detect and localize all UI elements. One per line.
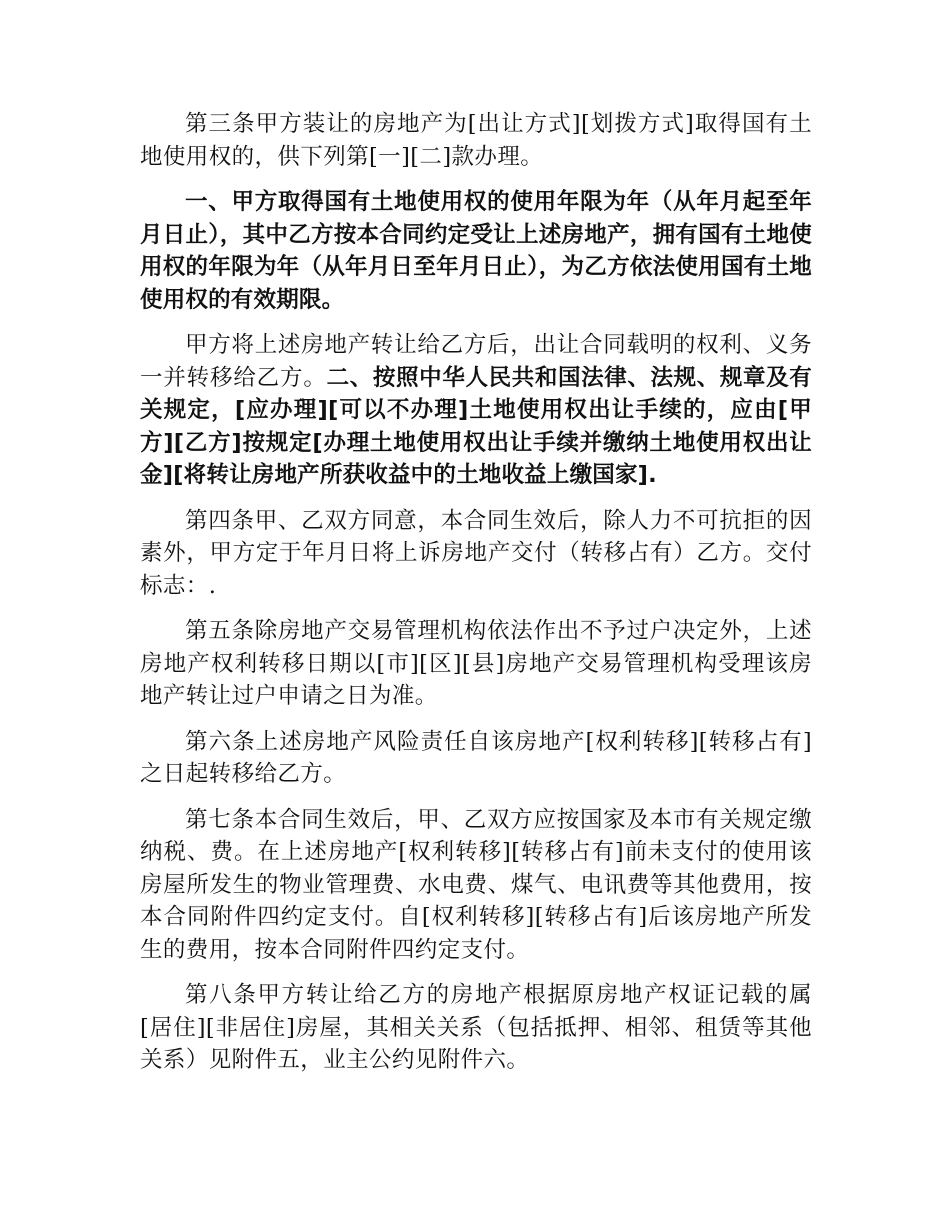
article-4-paragraph: 第四条甲、乙双方同意，本合同生效后，除人力不可抗拒的因素外，甲方定于年月日将上诉房地产交付（转移占有）乙方。交付标志：.: [140, 507, 812, 599]
transfer-obligations-text: 甲方将上述房地产转让给乙方后，出让合同载明的权利、义务一并转移给乙方。: [140, 332, 812, 391]
article-8-paragraph: 第八条甲方转让给乙方的房地产根据原房地产权证记载的属[居住][非居住]房屋，其相关关系（包括抵押、相邻、租赁等其他关系）见附件五，业主公约见附件六。: [140, 982, 812, 1073]
article-3-paragraph: 第三条甲方装让的房地产为[出让方式][划拨方式]取得国有土地使用权的，供下列第[一][二]款办理。: [140, 111, 812, 170]
article-7-paragraph: 第七条本合同生效后，甲、乙双方应按国家及本市有关规定缴纳税、费。在上述房地产[权利转移][转移占有]前未支付的使用该房屋所发生的物业管理费、水电费、煤气、电讯费等其他费用，按本合同附件四约定支付。自[权利转移][转移占有]后该房地产所发生的费用，按本合同附件四约定支付。: [140, 806, 812, 963]
clause-2-bold-text: 二、按照中华人民共和国法律、法规、规章及有关规定，[应办理][可以不办理]土地使用权出让手续的，应由[甲方][乙方]按规定[办理土地使用权出让手续并缴纳土地使用权出让金][将转让房地产所获收益中的土地收益上缴国家].: [140, 364, 812, 488]
document-page: [140, 108, 812, 1090]
clause-2-paragraph: [140, 329, 812, 492]
clause-1-paragraph: 一、甲方取得国有土地使用权的使用年限为年（从年月起至年月日止），其中乙方按本合同约定受让上述房地产，拥有国有土地使用权的年限为年（从年月日至年月日止），为乙方依法使用国有土地使用权的有效期限。: [140, 189, 812, 313]
article-5-paragraph: 第五条除房地产交易管理机构依法作出不予过户决定外，上述房地产权利转移日期以[市][区][县]房地产交易管理机构受理该房地产转让过户申请之日为准。: [140, 618, 812, 709]
article-6-paragraph: 第六条上述房地产风险责任自该房地产[权利转移][转移占有]之日起转移给乙方。: [140, 728, 812, 787]
